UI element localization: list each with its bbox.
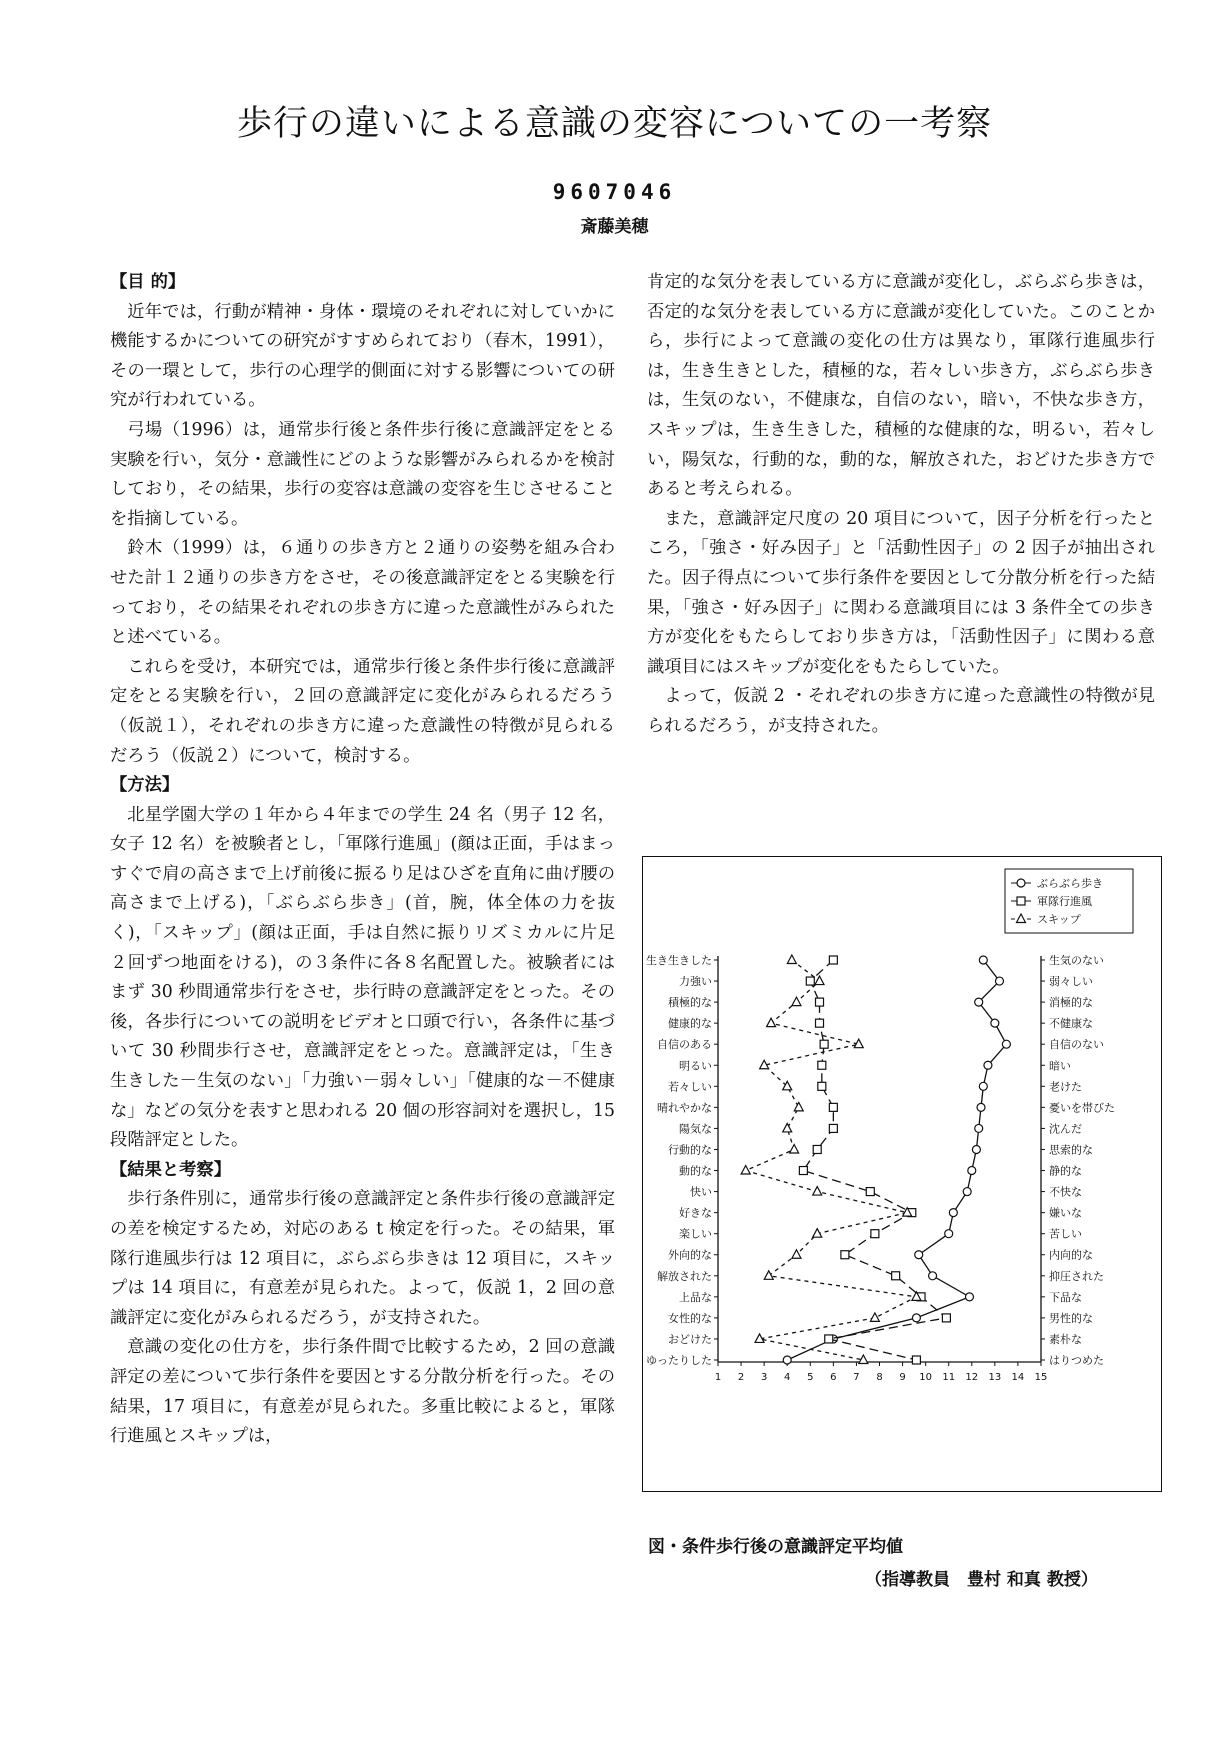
paragraph: 肯定的な気分を表している方に意識が変化し，ぶらぶら歩きは，否定的な気分を表している方に意識が変化していた。このことから，歩行によって意識の変化の仕方は異なり，軍隊行進風歩行は，生き生きとした，積極的な，若々しい歩き方，ぶらぶら歩きは，生気のない，不健康な，自信のない，暗い，不快な歩き方，スキップは，生き生きした，積極的な健康的な，明るい，若々しい，陽気な，行動的な，動的な，解放された，おどけた歩き方であると考えられる。 [647, 272, 1155, 500]
paragraph: 北星学園大学の１年から４年までの学生 24 名（男子 12 名，女子 12 名）を被験者とし，「軍隊行進風」(顔は正面，手はまっすぐで肩の高さまで上げ前後に振るり足はひざを直角に曲げ腰の高さまで上げる)，「ぶらぶら歩き」(首，腕，体全体の力を抜く)，「スキップ」(顔は正面，手は自然に振りリズミカルに片足２回ずつ地面をける)，の３条件に各８名配置した。被験者にはまず 30 秒間通常歩行をさせ，歩行時の意識評定をとった。その後，各歩行についての説明をビデオと口頭で行い，各条件に基づいて 30 秒間歩行させ，意識評定をとった。意識評定は，「生き生きした－生気のない」「力強い－弱々しい」「健康的な－不健康な」などの気分を表すと思われる 20 個の形容詞対を選択し，15 段階評定とした。 [110, 804, 615, 1151]
data-point-triangle [815, 976, 824, 985]
x-tick-label: 9 [899, 1372, 906, 1383]
data-point-circle [929, 1272, 937, 1280]
data-point-circle [949, 1209, 957, 1217]
x-tick-label: 12 [965, 1372, 979, 1383]
right-label: 消極的な [1049, 996, 1093, 1010]
data-point-triangle [792, 1250, 801, 1259]
legend-label: スキップ [1037, 913, 1081, 926]
data-point-triangle [783, 1123, 792, 1132]
paragraph: よって，仮説 2 ・それぞれの歩き方に違った意識性の特徴が見られるだろう，が支持された。 [647, 686, 1155, 736]
x-tick-label: 6 [830, 1372, 837, 1383]
left-label: 生き生きした [646, 954, 712, 967]
right-label: 不健康な [1049, 1017, 1093, 1031]
data-point-square [825, 1335, 833, 1343]
left-label: 上品な [679, 1290, 712, 1304]
figure-caption: 図・条件歩行後の意識評定平均値 [648, 1537, 903, 1557]
data-point-triangle [764, 1271, 773, 1280]
right-label: 暗い [1049, 1059, 1071, 1073]
data-point-triangle [741, 1166, 750, 1175]
data-point-circle [963, 1188, 971, 1196]
right-label: 内向的な [1049, 1248, 1093, 1262]
left-label: 健康的な [668, 1017, 712, 1031]
left-label: 自信のある [657, 1038, 712, 1052]
left-label: おどけた [668, 1332, 712, 1346]
left-label: 楽しい [679, 1227, 712, 1241]
data-point-circle [912, 1314, 920, 1322]
paragraph: 近年では，行動が精神・身体・環境のそれぞれに対していかに機能するかについての研究がすすめられており（春木，1991），その一環として，歩行の心理学的側面に対する影響についての研究が行われている。 [110, 301, 615, 411]
data-point-circle [972, 1145, 980, 1153]
x-tick-label: 8 [876, 1372, 883, 1383]
section-heading: 【結果と考察】 [110, 1159, 231, 1180]
x-tick-label: 5 [807, 1372, 814, 1383]
left-label: 女性的な [668, 1311, 712, 1325]
paragraph: 弓場（1996）は，通常歩行後と条件歩行後に意識評定をとる実験を行い，気分・意識性にどのような影響がみられるかを検討しており，その結果，歩行の変容は意識の変容を生じさせることを指摘している。 [110, 419, 615, 529]
paragraph: 歩行条件別に，通常歩行後の意識評定と条件歩行後の意識評定の差を検定するため，対応のある t 検定を行った。その結果，軍隊行進風歩行は 12 項目に，ぶらぶら歩きは 12 項目に，スキップは 14 項目に，有意差が見られた。よって，仮説 1，2 回の意識評定に変化がみられるだろう，が支持された。 [110, 1189, 615, 1328]
left-label: 動的な [679, 1164, 712, 1178]
right-label: 憂いを帯びた [1049, 1101, 1115, 1115]
data-point-circle [1002, 1040, 1010, 1048]
data-point-circle [965, 1293, 973, 1301]
data-point-square [816, 1019, 824, 1027]
data-point-square [806, 977, 814, 985]
data-point-circle [968, 1167, 976, 1175]
section-heading: 【方法】 [110, 775, 180, 796]
x-tick-label: 4 [784, 1372, 791, 1383]
right-label: 静的な [1049, 1164, 1082, 1178]
left-label: 好きな [679, 1206, 712, 1220]
data-point-triangle [790, 1144, 799, 1153]
right-label: はりつめた [1049, 1354, 1104, 1367]
left-label: 解放された [657, 1269, 712, 1283]
x-tick-label: 11 [942, 1372, 956, 1383]
right-label: 生気のない [1049, 954, 1104, 967]
right-label: 下品な [1049, 1290, 1082, 1304]
right-label: 思索的な [1049, 1143, 1093, 1157]
right-label: 老けた [1049, 1080, 1082, 1094]
data-point-triangle [870, 1313, 879, 1322]
x-tick-label: 13 [988, 1372, 1002, 1383]
data-point-square [820, 1040, 828, 1048]
data-point-triangle [767, 1018, 776, 1027]
right-label: 素朴な [1049, 1332, 1082, 1346]
student-id: 9607046 [552, 180, 677, 204]
left-column [110, 268, 615, 1452]
data-point-square [866, 1188, 874, 1196]
data-point-circle [979, 956, 987, 964]
legend-label: 軍隊行進風 [1037, 895, 1092, 908]
data-point-circle [979, 1082, 987, 1090]
data-point-square [841, 1251, 849, 1259]
data-point-triangle [813, 1187, 822, 1196]
right-label: 嫌いな [1049, 1206, 1082, 1220]
right-label: 男性的な [1049, 1311, 1093, 1325]
section-heading: 【目 的】 [110, 272, 186, 292]
legend-label: ぶらぶら歩き [1037, 877, 1103, 890]
data-point-square [829, 1103, 837, 1111]
data-point-circle [783, 1356, 791, 1364]
data-point-circle [945, 1230, 953, 1238]
data-point-circle [977, 1103, 985, 1111]
left-label: 若々しい [668, 1080, 712, 1094]
author-name: 斎藤美穂 [580, 217, 649, 237]
legend-marker [1017, 897, 1025, 905]
data-point-circle [984, 1061, 992, 1069]
left-label: 力強い [679, 975, 712, 989]
data-point-square [829, 1124, 837, 1132]
left-label: 晴れやかな [657, 1101, 712, 1115]
right-label: 沈んだ [1049, 1122, 1082, 1136]
chart-figure [642, 856, 1162, 1492]
paragraph: これらを受け，本研究では，通常歩行後と条件歩行後に意識評定をとる実験を行い，２回の意識評定に変化がみられるだろう（仮説１），それぞれの歩き方に違った意識性の特徴が見られるだろう（仮説２）について，検討する。 [110, 656, 615, 766]
profile-chart [643, 857, 1163, 1493]
data-point-square [813, 1145, 821, 1153]
data-point-square [871, 1230, 879, 1238]
left-label: 積極的な [668, 996, 712, 1010]
paper-title: 歩行の違いによる意識の変容についての一考察 [236, 104, 993, 144]
advisor-note: （指導教員 豊村 和真 教授） [865, 1570, 1098, 1590]
data-point-square [818, 1082, 826, 1090]
data-point-square [818, 1061, 826, 1069]
data-point-circle [915, 1251, 923, 1259]
data-point-circle [975, 1124, 983, 1132]
data-point-triangle [787, 955, 796, 964]
left-label: 明るい [679, 1059, 712, 1073]
data-point-circle [975, 998, 983, 1006]
data-point-square [912, 1356, 920, 1364]
left-label: ゆったりした [646, 1354, 712, 1367]
x-tick-label: 1 [714, 1372, 722, 1383]
data-point-square [942, 1314, 950, 1322]
x-tick-label: 3 [760, 1372, 768, 1383]
x-tick-label: 14 [1011, 1372, 1025, 1383]
data-point-square [816, 998, 824, 1006]
data-point-circle [991, 1019, 999, 1027]
paragraph: 鈴木（1999）は，６通りの歩き方と２通りの姿勢を組み合わせた計１２通りの歩き方をさせ，その後意識評定をとる実験を行っており，その結果それぞれの歩き方に違った意識性がみられたと述べている。 [110, 538, 615, 648]
x-tick-label: 2 [737, 1372, 745, 1383]
data-point-circle [995, 977, 1003, 985]
right-label: 抑圧された [1049, 1269, 1104, 1283]
right-label: 自信のない [1049, 1038, 1104, 1052]
x-tick-label: 10 [919, 1372, 933, 1383]
paragraph: また，意識評定尺度の 20 項目について，因子分析を行ったところ，「強さ・好み因子」と「活動性因子」の 2 因子が抽出された。因子得点について歩行条件を要因として分散分析を行った結果，「強さ・好み因子」に関わる意識項目には 3 条件全ての歩き方が変化をもたらしており歩き方は，「活動性因子」に関わる意識項目にはスキップが変化をもたらしていた。 [647, 508, 1155, 677]
paragraph: 意識の変化の仕方を，歩行条件間で比較するため，2 回の意識評定の差について歩行条件を要因とする分散分析を行った。その結果，17 項目に，有意差が見られた。多重比較によると，軍隊行進風とスキップは， [110, 1337, 615, 1447]
left-label: 外向的な [668, 1248, 712, 1262]
x-tick-label: 7 [853, 1372, 860, 1383]
x-tick-label: 15 [1034, 1372, 1048, 1383]
legend-marker [1017, 879, 1025, 887]
left-label: 快い [690, 1185, 712, 1199]
right-column [647, 268, 1155, 742]
right-label: 苦しい [1049, 1227, 1082, 1241]
data-point-triangle [792, 997, 801, 1006]
data-point-triangle [794, 1102, 803, 1111]
right-label: 不快な [1049, 1185, 1082, 1199]
left-label: 行動的な [668, 1143, 712, 1157]
data-point-square [799, 1167, 807, 1175]
data-point-square [829, 956, 837, 964]
data-point-square [892, 1272, 900, 1280]
right-label: 弱々しい [1049, 975, 1093, 989]
left-label: 陽気な [679, 1122, 712, 1136]
